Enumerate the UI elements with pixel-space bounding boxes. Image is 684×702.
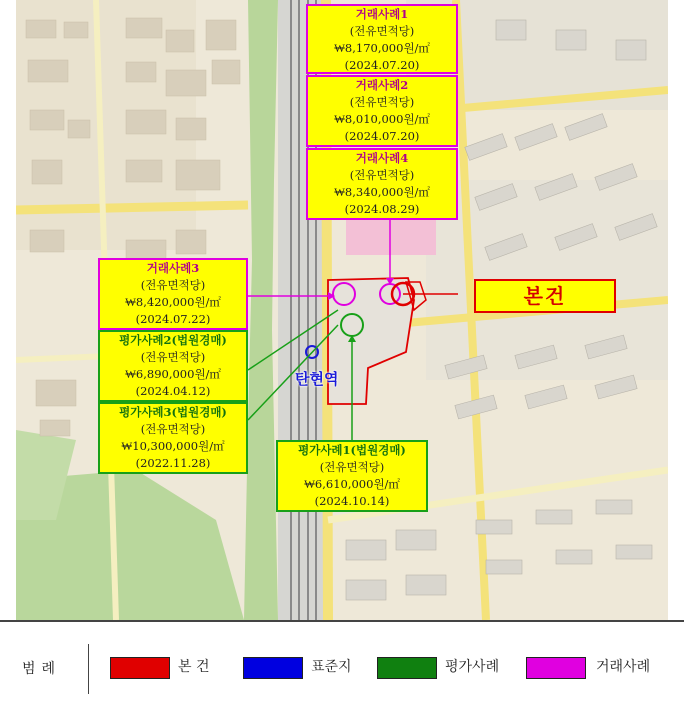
eval-case-1-title: 평가사례1(법원경매) (298, 443, 406, 457)
trade-case-3-box[interactable] (98, 258, 248, 330)
station-label: 탄현역 (295, 370, 339, 388)
map-area[interactable] (16, 0, 668, 620)
legend-swatch-trade (526, 657, 586, 679)
trade-case-4-date: (2024.08.29) (344, 202, 420, 216)
trade-case-2-price: ₩8,010,000원/㎡ (334, 112, 430, 126)
eval-case-3-date: (2022.11.28) (135, 456, 211, 470)
eval-case-3-box[interactable] (98, 402, 248, 474)
trade-case-1-title: 거래사례1 (355, 7, 409, 21)
legend-divider (88, 644, 89, 694)
trade-case-4-title: 거래사례4 (355, 151, 409, 165)
trade-case-4-price: ₩8,340,000원/㎡ (334, 185, 430, 199)
trade-case-2-date: (2024.07.20) (344, 129, 420, 143)
legend-swatch-eval (377, 657, 437, 679)
subject-label[interactable]: 본건 (474, 279, 616, 313)
eval-case-2-box[interactable] (98, 330, 248, 402)
legend-swatch-subject (110, 657, 170, 679)
eval-case-3-title: 평가사례3(법원경매) (119, 405, 227, 419)
trade-case-3-basis: (전유면적당) (140, 278, 206, 292)
legend-label-eval: 평가사례 (445, 659, 500, 675)
legend-swatch-standard (243, 657, 303, 679)
eval-case-1-marker[interactable] (341, 314, 363, 336)
trade-case-2-box[interactable] (306, 75, 458, 147)
trade-case-4-basis: (전유면적당) (349, 168, 415, 182)
legend-label-standard: 표준지 (311, 659, 352, 675)
trade-case-1-basis: (전유면적당) (349, 24, 415, 38)
eval-case-3-price: ₩10,300,000원/㎡ (121, 439, 225, 453)
eval-case-1-box[interactable] (276, 440, 428, 512)
trade-case-1-price: ₩8,170,000원/㎡ (334, 41, 430, 55)
trade-case-2-basis: (전유면적당) (349, 95, 415, 109)
trade-case-1-date: (2024.07.20) (344, 58, 420, 72)
legend-label-trade: 거래사례 (596, 659, 651, 675)
legend (0, 620, 684, 702)
eval-case-1-basis: (전유면적당) (319, 460, 385, 474)
trade-case-3-marker[interactable] (333, 283, 355, 305)
eval-case-2-price: ₩6,890,000원/㎡ (125, 367, 221, 381)
trade-case-4-marker[interactable] (380, 284, 400, 304)
trade-case-3-title: 거래사례3 (146, 261, 200, 275)
trade-case-3-date: (2024.07.22) (135, 312, 211, 326)
legend-label-subject: 본 건 (178, 659, 210, 675)
eval-case-2-basis: (전유면적당) (140, 350, 206, 364)
legend-title: 범례 (22, 661, 62, 677)
eval-case-2-date: (2024.04.12) (135, 384, 211, 398)
eval-case-1-price: ₩6,610,000원/㎡ (304, 477, 400, 491)
eval-case-2-title: 평가사례2(법원경매) (119, 333, 227, 347)
trade-case-1-box[interactable] (306, 4, 458, 74)
trade-case-2-title: 거래사례2 (355, 78, 409, 92)
trade-case-4-box[interactable] (306, 148, 458, 220)
eval-case-1-date: (2024.10.14) (314, 494, 390, 508)
trade-case-3-price: ₩8,420,000원/㎡ (125, 295, 221, 309)
eval-case-3-basis: (전유면적당) (140, 422, 206, 436)
